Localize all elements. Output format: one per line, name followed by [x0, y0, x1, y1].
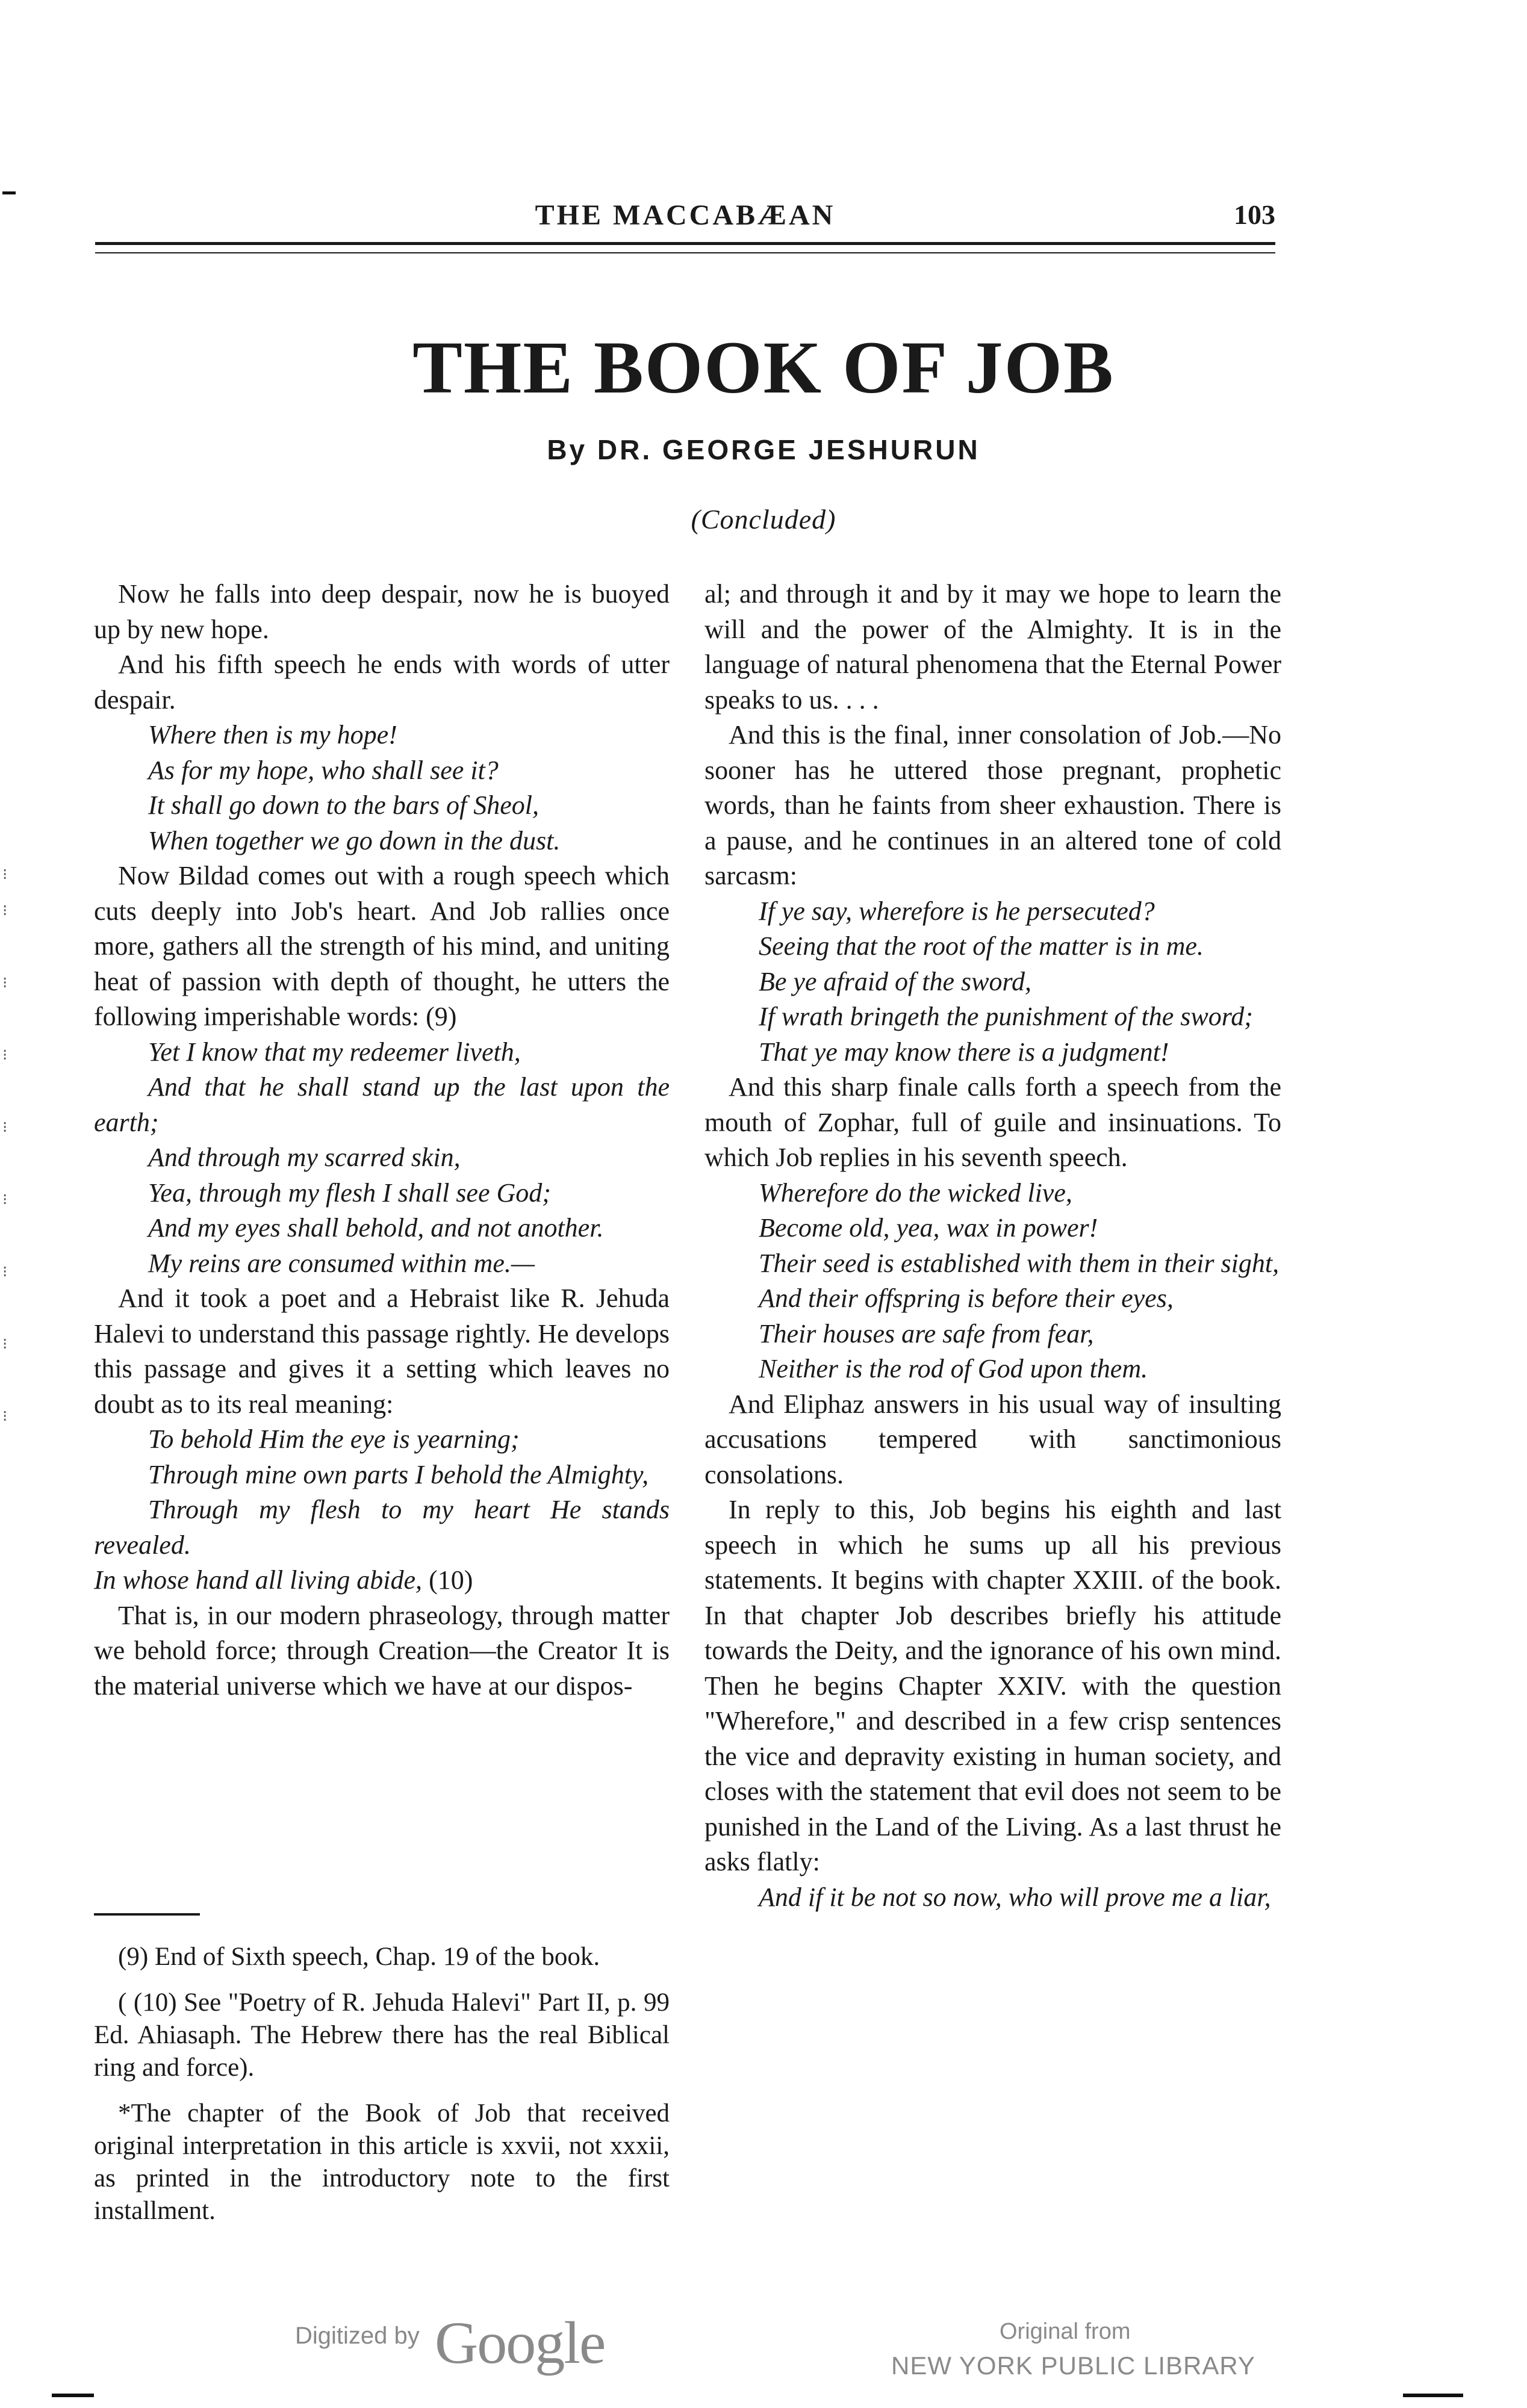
paragraph: That is, in our modern phraseology, through matter we behold force; through Creation—the Creator It is the material universe which we have at our dispos-	[94, 1600, 670, 1701]
verse-line: And that he shall stand up the last upon the earth;	[94, 1072, 670, 1137]
article-byline: By DR. GEORGE JESHURUN	[547, 434, 980, 465]
footnote-rule	[94, 1913, 200, 1916]
verse-text: In whose hand all living abide,	[94, 1565, 423, 1595]
left-column	[94, 577, 670, 1704]
verse-line: Be ye afraid of the sword,	[759, 966, 1031, 996]
footnote: ( (10) See "Poetry of R. Jehuda Halevi" Part II, p. 99 Ed. Ahiasaph. The Hebrew there has the real Biblical ring and force).	[94, 1988, 670, 2082]
verse-line	[94, 1563, 670, 1598]
verse-line: Through my flesh to my heart He stands revealed.	[94, 1495, 670, 1560]
google-logo: Google	[435, 2309, 605, 2376]
scan-corner-mark	[52, 2384, 94, 2397]
paragraph: And his fifth speech he ends with words of utter despair.	[94, 650, 670, 715]
verse-line: Seeing that the root of the matter is in me.	[759, 931, 1204, 961]
verse-line: My reins are consumed within me.—	[148, 1248, 535, 1278]
margin-fragment: ⁝	[2, 902, 8, 920]
footnotes	[94, 1941, 670, 2241]
verse-line: Become old, yea, wax in power!	[759, 1213, 1098, 1243]
page-number: 103	[1234, 199, 1275, 230]
verse-line: And if it be not so now, who will prove me a liar,	[759, 1882, 1271, 1912]
margin-fragment: ⁝	[2, 974, 8, 992]
paragraph: al; and through it and by it may we hope to learn the will and the power of the Almighty. It is in the language of natural phenomena that the Eternal Power speaks to us. . . .	[704, 579, 1281, 715]
margin-fragment: ⁝	[2, 1191, 8, 1209]
footnote: (9) End of Sixth speech, Chap. 19 of the book.	[118, 1943, 600, 1971]
article-title: THE BOOK OF JOB	[412, 326, 1115, 409]
verse-line: When together we go down in the dust.	[148, 825, 561, 855]
page-header	[95, 199, 1275, 241]
verse-line: And their offspring is before their eyes,	[759, 1283, 1174, 1313]
right-column	[704, 577, 1281, 1915]
digitized-by-label: Digitized by	[295, 2323, 420, 2349]
margin-fragment: ⁝	[2, 1263, 8, 1281]
header-rule	[95, 242, 1275, 253]
verse-line: Their seed is established with them in their sight,	[759, 1248, 1280, 1278]
margin-fragment: ⁝	[2, 1335, 8, 1353]
paragraph: And it took a poet and a Hebraist like R. Jehuda Halevi to understand this passage rightly. He develops this passage and gives it a setting which leaves no doubt as to its real meaning:	[94, 1283, 670, 1419]
library-label: NEW YORK PUBLIC LIBRARY	[891, 2351, 1255, 2380]
verse-line: If wrath bringeth the punishment of the sword;	[759, 1002, 1253, 1031]
margin-fragment	[2, 191, 16, 194]
verse-line: Through mine own parts I behold the Almighty,	[148, 1459, 649, 1489]
paragraph: And Eliphaz answers in his usual way of insulting accusations tempered with sanctimonious consolations.	[704, 1389, 1281, 1489]
margin-fragment: ⁝	[2, 1407, 8, 1426]
margin-fragment: ⁝	[2, 1046, 8, 1064]
verse-line: Their houses are safe from fear,	[759, 1318, 1094, 1348]
footnote: *The chapter of the Book of Job that received original interpretation in this article is xxvii, not xxxii, as printed in the introductory note to the first installment.	[94, 2099, 670, 2225]
margin-fragment: ⁝	[2, 866, 8, 884]
paragraph: And this is the final, inner consolation of Job.—No sooner has he uttered those pregnant, prophetic words, than he faints from sheer exhaustion. There is a pause, and he continues in an altered tone of cold sarcasm:	[704, 720, 1281, 890]
verse-line: Neither is the rod of God upon them.	[759, 1354, 1148, 1383]
verse-line: Wherefore do the wicked live,	[759, 1178, 1072, 1208]
paragraph: Now Bildad comes out with a rough speech which cuts deeply into Job's heart. And Job rallies once more, gathers all the strength of his mind, and uniting heat of passion with depth of thought, he utters the following imperishable words: (9)	[94, 861, 670, 1031]
verse-line: Where then is my hope!	[148, 720, 397, 749]
verse-line: To behold Him the eye is yearning;	[148, 1424, 520, 1454]
article-status: (Concluded)	[691, 504, 836, 535]
verse-line: Yea, through my flesh I shall see God;	[148, 1178, 551, 1208]
footnote-reference: (10)	[422, 1565, 473, 1595]
verse-line: And my eyes shall behold, and not another.	[148, 1213, 604, 1243]
verse-line: And through my scarred skin,	[148, 1143, 461, 1172]
verse-line: As for my hope, who shall see it?	[148, 755, 499, 785]
paragraph: In reply to this, Job begins his eighth and last speech in which he sums up all his previous statements. It begins with chapter XXIII. of the book. In that chapter Job describes briefly his attitude towards the Deity, and the ignorance of his own mind. Then he begins Chapter XXIV. with the question "Wherefore," and described in a few crisp sentences the vice and depravity existing in human society, and closes with the statement that evil does not seem to be punished in the Land of the Living. As a last thrust he asks flatly:	[704, 1495, 1281, 1876]
running-title: THE MACCABÆAN	[535, 199, 836, 231]
margin-fragment: ⁝	[2, 1119, 8, 1137]
verse-line: If ye say, wherefore is he persecuted?	[759, 896, 1155, 926]
paragraph: Now he falls into deep despair, now he is buoyed up by new hope.	[94, 579, 670, 644]
verse-line: Yet I know that my redeemer liveth,	[148, 1037, 521, 1067]
scan-corner-mark	[1403, 2384, 1463, 2397]
paragraph: And this sharp finale calls forth a speech from the mouth of Zophar, full of guile and insinuations. To which Job replies in his seventh speech.	[704, 1072, 1281, 1172]
original-from-label: Original from	[1000, 2319, 1131, 2344]
verse-line: It shall go down to the bars of Sheol,	[148, 790, 539, 820]
verse-line: That ye may know there is a judgment!	[759, 1037, 1169, 1067]
